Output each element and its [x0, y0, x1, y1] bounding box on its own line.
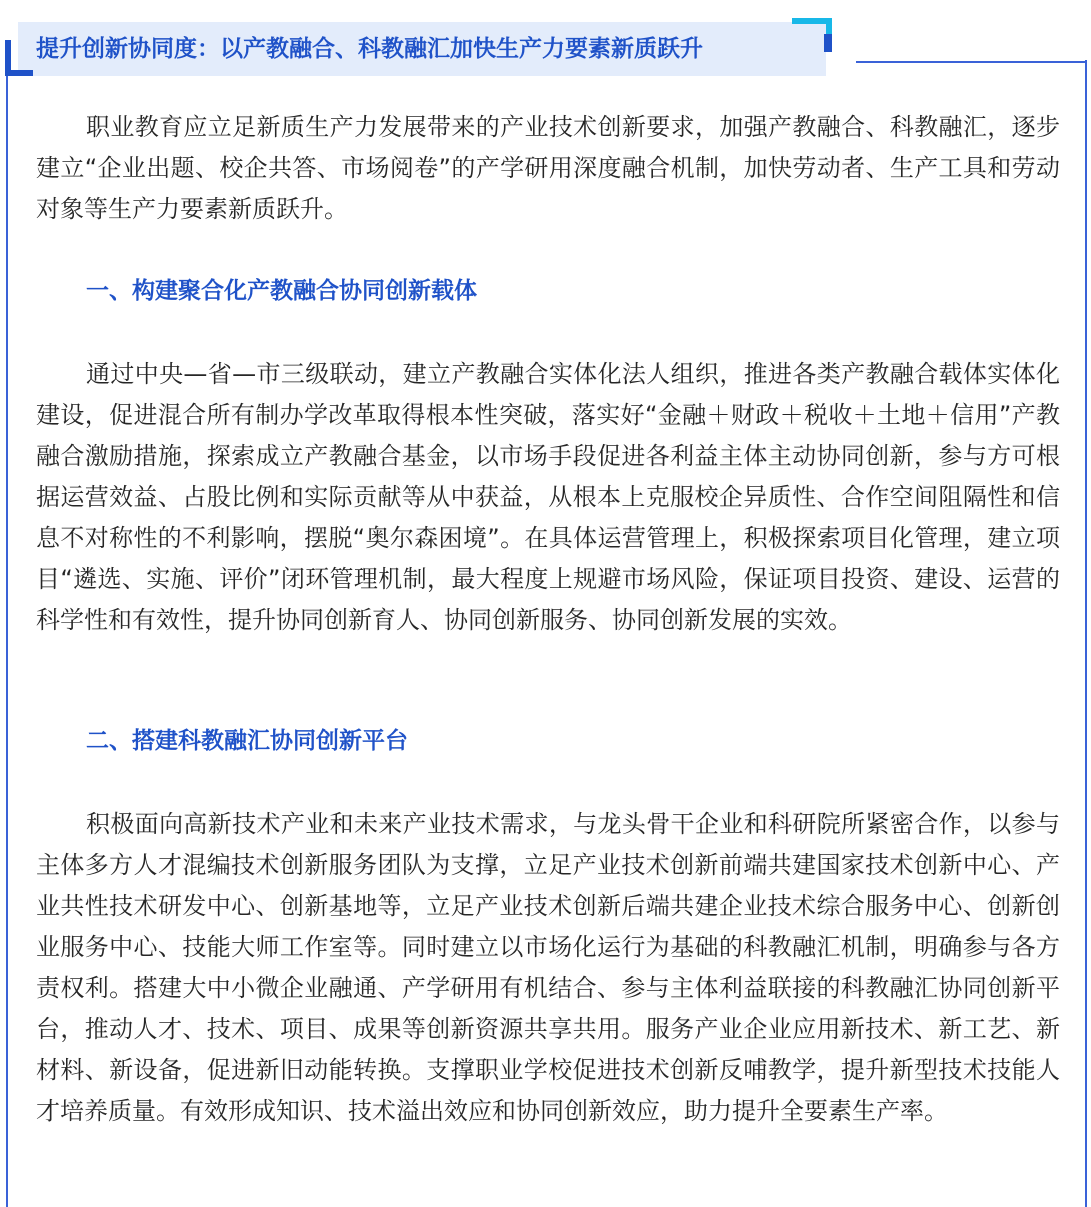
section-1-paragraph: 通过中央—省—市三级联动，建立产教融合实体化法人组织，推进各类产教融合载体实体化建设，促进混合所有制办学改革取得根本性突破，落实好“金融＋财政＋税收＋土地＋信用”产教融合激励措施，探索成立产教融合基金，以市场手段促进各利益主体主动协同创新，参与方可根据运营效益、占股比例和实际贡献等从中获益，从根本上克服校企异质性、合作空间阻隔性和信息不对称性的不利影响，摆脱“奥尔森困境”。在具体运营管理上，积极探索项目化管理，建立项目“遴选、实施、评价”闭环管理机制，最大程度上规避市场风险，保证项目投资、建设、运营的科学性和有效性，提升协同创新育人、协同创新服务、协同创新发展的实效。 [36, 360, 1060, 634]
frame-top-rule [856, 61, 1087, 63]
header-corner-accent-vertical [826, 18, 832, 34]
page-title: 提升创新协同度：以产教融合、科教融汇加快生产力要素新质跃升 [36, 36, 703, 62]
header-right-accent [824, 34, 832, 52]
frame-right-border [1085, 60, 1087, 1207]
frame-left-border [6, 60, 8, 1207]
header-left-accent-foot [5, 70, 33, 76]
section-2-paragraph: 积极面向高新技术产业和未来产业技术需求，与龙头骨干企业和科研院所紧密合作，以参与主体多方人才混编技术创新服务团队为支撑，立足产业技术创新前端共建国家技术创新中心、产业共性技术研发中心、创新基地等，立足产业技术创新后端共建企业技术综合服务中心、创新创业服务中心、技能大师工作室等。同时建立以市场化运行为基础的科教融汇机制，明确参与各方责权利。搭建大中小微企业融通、产学研用有机结合、参与主体利益联接的科教融汇协同创新平台，推动人才、技术、项目、成果等创新资源共享共用。服务产业企业应用新技术、新工艺、新材料、新设备，促进新旧动能转换。支撑职业学校促进技术创新反哺教学，提升新型技术技能人才培养质量。有效形成知识、技术溢出效应和协同创新效应，助力提升全要素生产率。 [36, 810, 1060, 1125]
intro-paragraph: 职业教育应立足新质生产力发展带来的产业技术创新要求，加强产教融合、科教融汇，逐步建立“企业出题、校企共答、市场阅卷”的产学研用深度融合机制，加快劳动者、生产工具和劳动对象等生产力要素新质跃升。 [36, 113, 1060, 223]
section-2-heading: 二、搭建科教融汇协同创新平台 [86, 728, 408, 754]
section-1-heading: 一、构建聚合化产教融合协同创新载体 [86, 278, 477, 304]
